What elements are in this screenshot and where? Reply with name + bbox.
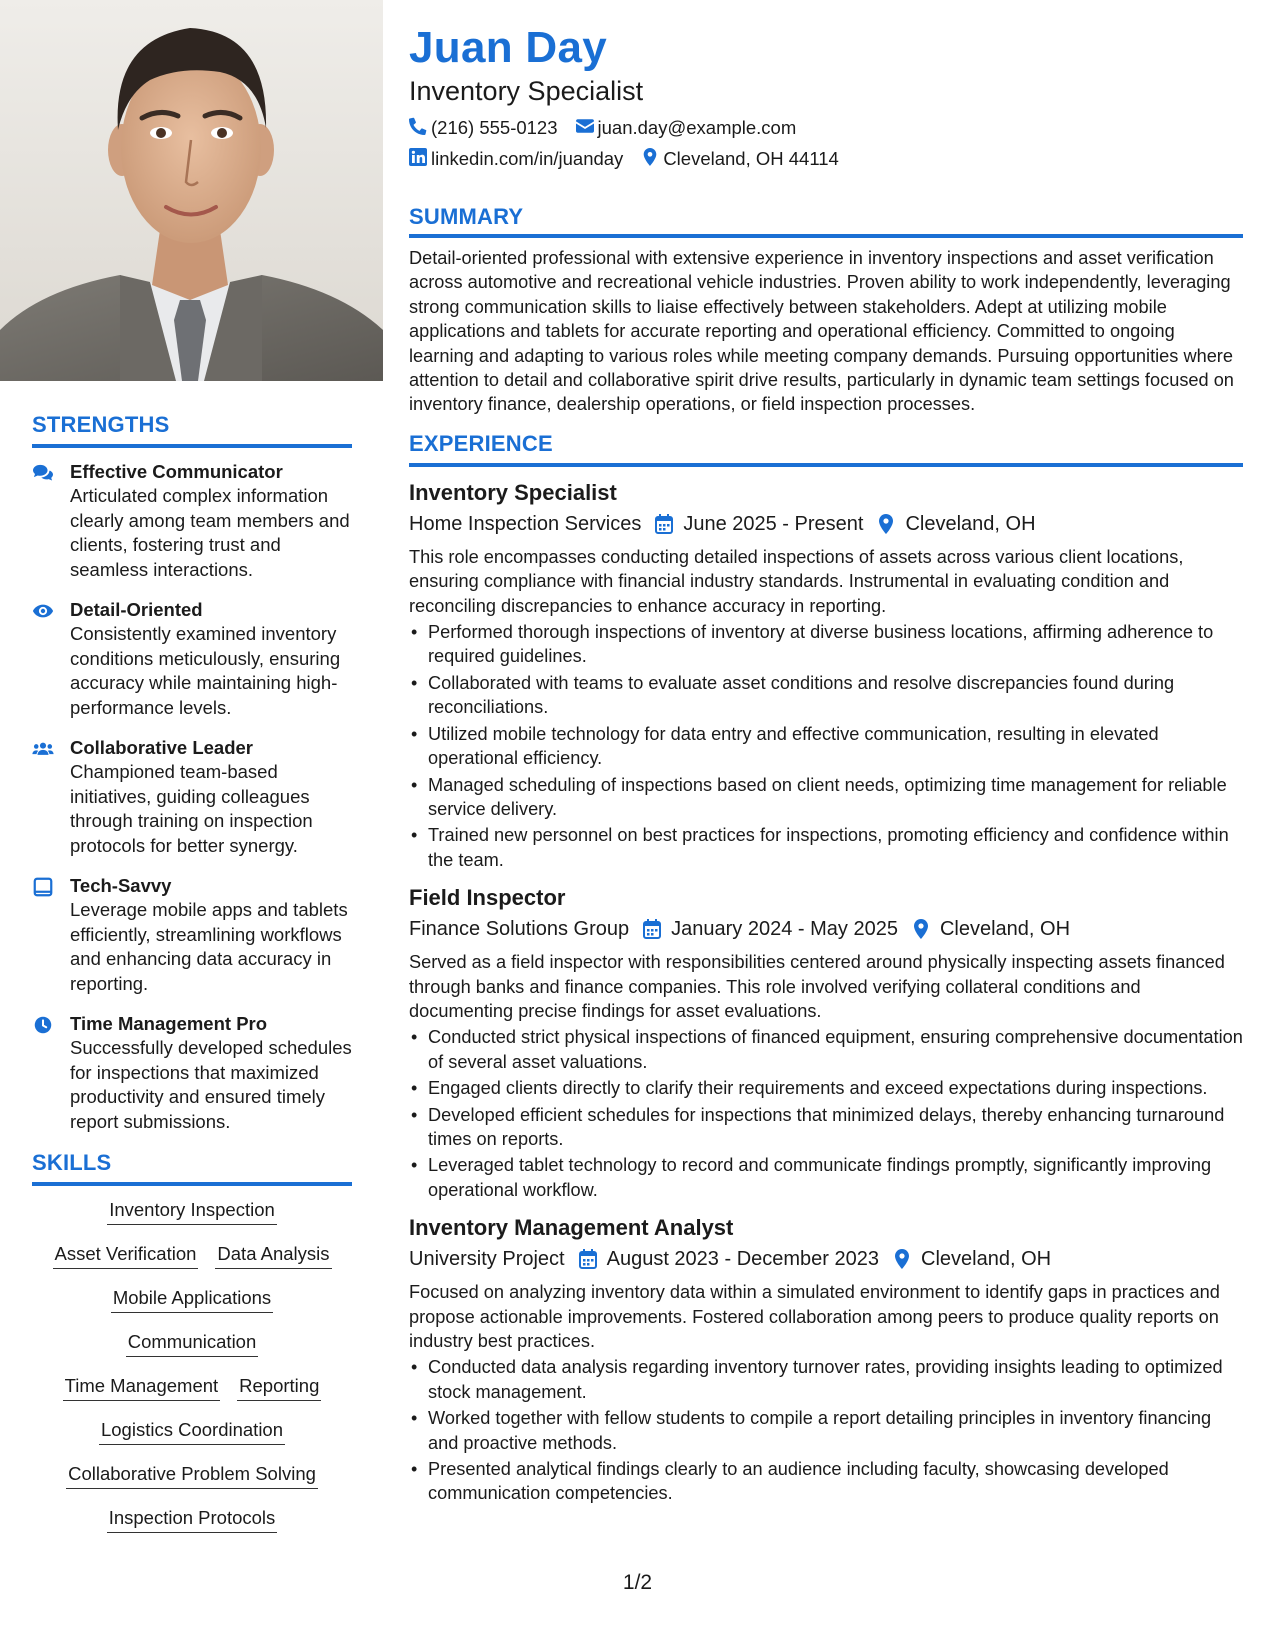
email-address: juan.day@example.com: [597, 117, 797, 138]
contact-row-2: [409, 148, 1243, 170]
strength-title: Tech-Savvy: [70, 875, 172, 896]
calendar-icon: [579, 1249, 597, 1269]
left-column: [32, 412, 352, 1550]
bullet-item: • Developed efficient schedules for inspections that minimized delays, thereby enhancing turnaround times on reports.: [409, 1103, 1243, 1152]
job-bullets: [409, 1025, 1243, 1202]
comments-icon: [32, 460, 70, 582]
strength-item: [32, 1012, 352, 1134]
job-bullets: [409, 620, 1243, 872]
map-pin-icon: [893, 1249, 911, 1269]
strength-title: Collaborative Leader: [70, 737, 254, 758]
job-bullets: [409, 1355, 1243, 1505]
bullet-item: • Conducted data analysis regarding inventory turnover rates, providing insights leading to optimized stock management.: [409, 1355, 1243, 1404]
job-role: Field Inspector: [409, 885, 566, 911]
skill-tag: Reporting: [237, 1374, 321, 1401]
clock-icon: [32, 1012, 70, 1134]
map-pin-icon: [641, 148, 659, 171]
bullet-item: • Conducted strict physical inspections of financed equipment, ensuring comprehensive documentation of several asset valuations.: [409, 1025, 1243, 1074]
bullet-item: • Presented analytical findings clearly to an audience including faculty, showcasing developed communication competencies.: [409, 1457, 1243, 1506]
experience-section: [409, 431, 1243, 1506]
linkedin-url: linkedin.com/in/juanday: [431, 148, 624, 169]
linkedin-icon: [409, 148, 427, 171]
job-company: Home Inspection Services: [409, 512, 642, 535]
job-company: Finance Solutions Group: [409, 918, 630, 941]
map-pin-icon: [877, 514, 895, 534]
right-column: [409, 22, 1243, 1508]
job-entry: [409, 479, 1243, 872]
job-dates: June 2025 - Present: [683, 512, 864, 535]
skills-heading: SKILLS: [32, 1150, 352, 1186]
eye-icon: [32, 598, 70, 720]
job-location: Cleveland, OH: [939, 918, 1071, 941]
skills-list: [32, 1198, 352, 1533]
strength-item: [32, 598, 352, 720]
bullet-item: • Managed scheduling of inspections based on client needs, optimizing time management for reliable service delivery.: [409, 773, 1243, 822]
phone-icon: [409, 117, 427, 140]
skill-tag: Logistics Coordination: [99, 1418, 285, 1445]
job-description: Focused on analyzing inventory data within a simulated environment to identify gaps in practices and propose actionable improvements. Fostered collaboration among peers to produce quality reports on industry best practices.: [409, 1282, 1220, 1351]
envelope-icon: [576, 117, 594, 140]
tablet-icon: [32, 874, 70, 996]
job-entry: [409, 884, 1243, 1202]
job-location: Cleveland, OH: [921, 1248, 1052, 1271]
bullet-item: • Collaborated with teams to evaluate asset conditions and resolve discrepancies found during reconciliations.: [409, 671, 1243, 720]
strength-description: Leverage mobile apps and tablets efficiently, streamlining workflows and enhancing data accuracy in reporting.: [70, 899, 348, 994]
bullet-item: • Performed thorough inspections of inventory at diverse business locations, affirming adherence to required guidelines.: [409, 620, 1243, 669]
job-role: Inventory Specialist: [409, 479, 617, 505]
phone-contact[interactable]: [409, 117, 558, 140]
skill-tag: Collaborative Problem Solving: [66, 1462, 318, 1489]
job-description: Served as a field inspector with responsibilities centered around physically inspecting assets financed through banks and finance companies. This role involved verifying collateral conditions and documenting precise findings for asset evaluations.: [409, 952, 1225, 1021]
strength-item: [32, 460, 352, 582]
strength-item: [32, 874, 352, 996]
candidate-title: Inventory Specialist: [409, 76, 644, 106]
strength-title: Time Management Pro: [70, 1013, 268, 1034]
strength-item: [32, 736, 352, 858]
candidate-name: Juan Day: [409, 23, 608, 72]
job-role: Inventory Management Analyst: [409, 1215, 734, 1241]
strength-title: Detail-Oriented: [70, 599, 203, 620]
job-meta: [409, 1245, 1243, 1273]
phone-number: (216) 555-0123: [431, 117, 558, 138]
job-description: This role encompasses conducting detailed inspections of assets across various client locations, ensuring compliance with financial industry standards. Instrumental in evaluating condition and reconciling discrepancies to enhance accuracy in reporting.: [409, 546, 1184, 616]
location-text: Cleveland, OH 44114: [663, 148, 839, 169]
strengths-list: [32, 460, 352, 1134]
bullet-item: • Utilized mobile technology for data entry and effective communication, resulting in elevated operational efficiency.: [409, 722, 1243, 771]
bullet-item: • Engaged clients directly to clarify their requirements and exceed expectations during inspections.: [409, 1076, 1243, 1100]
experience-heading: EXPERIENCE: [409, 431, 1243, 467]
strength-description: Championed team-based initiatives, guiding colleagues through training on inspection protocols for better synergy.: [70, 761, 313, 856]
calendar-icon: [643, 919, 661, 939]
contact-row: [409, 117, 1243, 139]
map-pin-icon: [912, 919, 930, 939]
job-location: Cleveland, OH: [905, 512, 1036, 535]
job-dates: January 2024 - May 2025: [671, 918, 898, 941]
linkedin-contact[interactable]: [409, 148, 623, 171]
email-contact[interactable]: [576, 117, 797, 140]
strength-description: Successfully developed schedules for inspections that maximized productivity and ensured timely report submissions.: [70, 1037, 352, 1132]
profile-photo: [0, 0, 383, 381]
location-contact: [641, 148, 839, 171]
users-icon: [32, 736, 70, 858]
strengths-heading: STRENGTHS: [32, 412, 352, 448]
strength-title: Effective Communicator: [70, 461, 283, 482]
bullet-item: • Leveraged tablet technology to record and communicate findings promptly, significantly improving operational workflow.: [409, 1153, 1243, 1202]
skill-tag: Inventory Inspection: [107, 1198, 277, 1225]
skill-tag: Data Analysis: [215, 1242, 331, 1269]
skill-tag: Inspection Protocols: [107, 1506, 278, 1533]
job-meta: [409, 915, 1243, 943]
summary-text: Detail-oriented professional with extensive experience in inventory inspections and asset verification across automotive and recreational vehicle industries. Proven ability to work independently, leveraging strong communication skills to liaise effectively between stakeholders. Adept at utilizing mobile applications and tablets for accurate reporting and operational efficiency. Committed to ongoing learning and adapting to various roles while meeting company demands. Pursuing opportunities where attention to detail and collaborative spirit drive results, particularly in dynamic team settings focused on inventory finance, dealership operations, or field inspection processes.: [409, 248, 1234, 415]
skill-tag: Communication: [126, 1330, 259, 1357]
summary-section: [409, 204, 1243, 417]
job-meta: [409, 510, 1243, 538]
job-company: University Project: [409, 1248, 565, 1271]
job-entry: [409, 1214, 1243, 1506]
strength-description: Articulated complex information clearly among team members and clients, fostering trust and seamless interactions.: [70, 485, 350, 580]
summary-heading: SUMMARY: [409, 204, 1243, 238]
skill-tag: Asset Verification: [53, 1242, 199, 1269]
skill-tag: Mobile Applications: [111, 1286, 273, 1313]
skill-tag: Time Management: [63, 1374, 221, 1401]
strength-description: Consistently examined inventory conditions meticulously, ensuring accuracy while maintaining high-performance levels.: [70, 623, 341, 718]
job-dates: August 2023 - December 2023: [606, 1248, 880, 1271]
calendar-icon: [655, 514, 673, 534]
bullet-item: • Trained new personnel on best practices for inspections, promoting efficiency and confidence within the team.: [409, 823, 1243, 872]
page-number: 1/2: [622, 1571, 653, 1594]
bullet-item: • Worked together with fellow students to compile a report detailing principles in inventory financing and proactive methods.: [409, 1406, 1243, 1455]
